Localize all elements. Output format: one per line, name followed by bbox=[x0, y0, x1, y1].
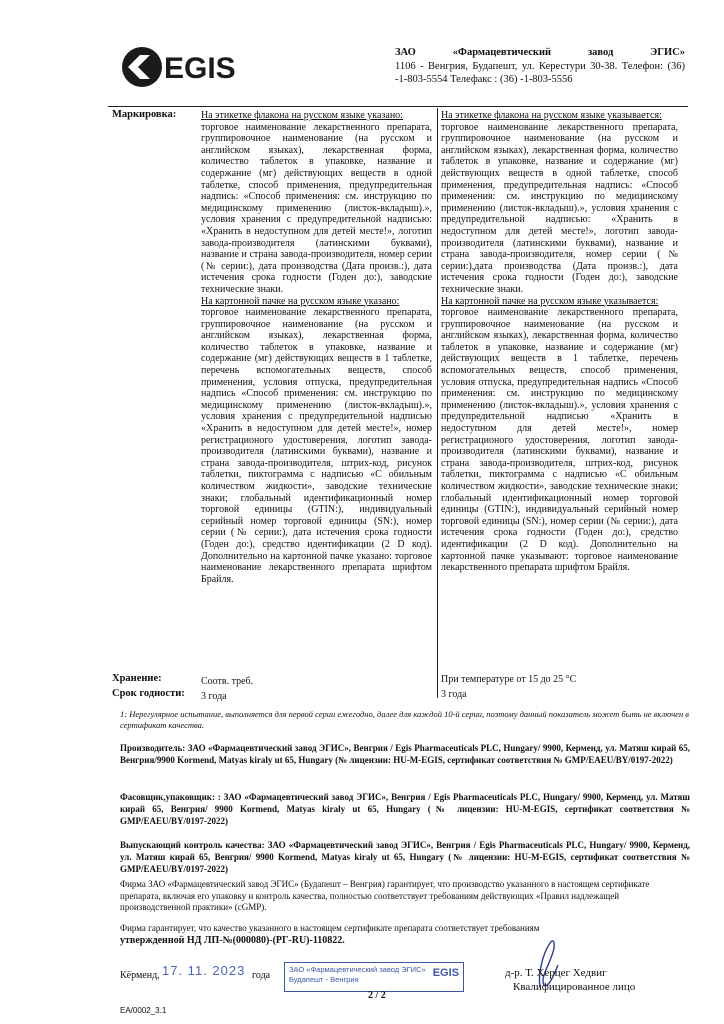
quality-control-block: Выпускающий контроль качества: ЗАО «Фармацевтический завод ЭГИС», Венгрия / Egis Pharmaceuticals PLC, Hungary/ 9900, Кермeнд, ул. Матяш кирай 65, Венгрия/ 9900 Kormend, Matyas kiraly ut 65, Hungary (№ лицензии: HU-M-EGIS, сертификат соответствия № GMP/EAEU/BY/0197-2022) bbox=[120, 840, 690, 874]
signatory-role: Квалифицированное лицо bbox=[513, 981, 636, 993]
manufacturer-block: Производитель: ЗАО «Фармацевтический завод ЭГИС», Венгрия / Egis Pharmaceuticals PLC, Hungary/ 9900, Кермeнд, ул. Матяш кирай 65, Венгрия/9900 Kormend, Matyas kiraly ut 65, Hungary (№ лицензии: HU-M-EGIS, сертификат соответствия № GMP/EAEU/BY/0197-2022) bbox=[120, 743, 690, 765]
stamp-line-1: ЗАО «Фармацевтический завод ЭГИС» bbox=[289, 965, 426, 974]
header-rule bbox=[108, 106, 688, 107]
egis-logo bbox=[120, 44, 270, 90]
quality-guarantee-nd: утвержденной НД ЛП-№(000080)-(РГ-RU)-110822. bbox=[120, 934, 345, 946]
shelf-life-left: 3 года bbox=[201, 691, 227, 702]
egis-logo-text: EGIS bbox=[164, 52, 236, 85]
date-stamp: 17. 11. 2023 bbox=[162, 963, 246, 978]
signatory bbox=[505, 966, 635, 994]
company-address: 1106 - Венгрия, Будапешт, ул. Керестури 30-38. Телефон: (36) -1-803-5554 Телефакс : (36) -1-803-5556 bbox=[395, 60, 685, 85]
signature-city: Кёрменд, bbox=[120, 970, 160, 981]
signatory-name: д-р. Т. Херцег Хедвиг bbox=[505, 967, 607, 979]
footnote-text: Нерегулярное испытание, выполняется для первой серии ежегодно, далее для каждой 10-й серии, поэтому данный показатель может быть не включен в сертификат качества. bbox=[120, 709, 689, 730]
right-box-text: торговое наименование лекарственного препарата, группировочное наименование (на русском и английском языках), лекарственная форма, количество таблеток в упаковке, название и содержание (мг) действующих веществ в 1 таблетке, перечень вспомогательных веществ, способ применения, условия отпуска, предупредительная надпись «Способ применения: см. инструкцию по медицинскому применению (листок-вкладыш).», условия хранения с предупредительной надписью «Хранить в недоступном для детей месте!», номер регистрационого удостоверения, логотип завода-производителя (латинскими буквами), название и страна завода-производителя, штрих-код, рисунок таблетки, пиктограмма с надписью «С обильным количеством жидкости», заводские технические знаки; глобальный идентификационный номер торговой единицы (GTIN:), индивидуальный серийный номер торговой единицы (SN:), номер серии (№ серии:), дата истечения срока годности (Годен до:), средство идентификации (2 D код). Дополнительно на картонной пачке указывают: торговое наименование лекарственного препарата шрифтом Брайля. bbox=[441, 307, 678, 574]
marking-left-column bbox=[201, 110, 432, 585]
company-stamp bbox=[284, 962, 464, 992]
right-box-title: На картонной пачке на русском языке указывается: bbox=[441, 295, 659, 307]
packer-block: Фасовщик,упаковщик: : ЗАО «Фармацевтический завод ЭГИС», Венгрия / Egis Pharmaceuticals PLC, Hungary/ 9900, Кермeнд, ул. Матяш кирай 65, Венгрия/ 9900 Kormend, Matyas kiraly ut 65, Hungary (№ лицензии: HU-M-EGIS, сертификат соответствия № GMP/EAEU/BY/0197-2022) bbox=[120, 792, 690, 826]
company-name-word: завод bbox=[587, 47, 614, 58]
left-bottle-title: На этикетке флакона на русском языке указано: bbox=[201, 110, 403, 121]
footnote-mark: 1: bbox=[120, 709, 128, 719]
storage-label: Хранение: bbox=[112, 673, 162, 684]
company-name-word: ЗАО bbox=[395, 47, 416, 58]
egis-logo-mark bbox=[122, 47, 162, 87]
left-box-text: торговое наименование лекарственного препарата, группировочное наименование (на русском и английском языках), лекарственная форма, количество таблеток в упаковке, название и содержание (мг) действующих веществ в 1 таблетке, перечень вспомогательных веществ, способ применения, условия отпуска, предупредительная надпись «Способ применения: см. инструкцию по медицинскому применению (листок-вкладыш).», условия хранения с предупредительной надписью «Хранить в недоступном для детей месте!», номер регистрационого удостоверения, логотип завода-производителя (латинскими буквами), название и страна завода-производителя, штрих-код, рисунок таблетки, пиктограмма с надписью «С обильным количеством жидкости», заводские технические знаки; глобальный идентификационный номер торговой единицы (GTIN:), индивидуальный серийный номер торговой единицы (SN:), номер серии (№ серии:), дата истечения срока годности (Годен до:), средство идентификации (2 D код). Дополнительно на картонной пачке указано: торговое наименование лекарственного препарата шрифтом Брайля. bbox=[201, 307, 432, 585]
shelf-life-right: 3 года bbox=[441, 689, 467, 700]
company-name-word: «Фармацевтический bbox=[452, 47, 552, 58]
company-name-word: ЭГИС» bbox=[650, 47, 685, 58]
storage-right: При температуре от 15 до 25 °C bbox=[441, 674, 577, 685]
stamp-line-2: Будапешт - Венгрия bbox=[289, 975, 359, 984]
column-divider bbox=[437, 108, 438, 698]
company-header bbox=[395, 46, 685, 87]
right-bottle-text: торговое наименование лекарственного препарата, группировочное наименование (на русском и английском языках), лекарственная форма, количество таблеток в упаковке, название и содержание (мг) действующих веществ в одной таблетке, способ применения, предупредительная надпись: «Способ применения: см. инструкцию по медицинскому применению (листок-вкладыш).», условия хранения с предупредительной надписью: «Хранить в недоступном для детей месте!», логотип завода-производителя (латинскими буквами), название и страна завода-производителя, номер серии (№ серии:),дата производства (Дата произв.:), дата истечения срока годности (Годен до:), заводские технические знаки. bbox=[441, 121, 678, 295]
year-word: года bbox=[252, 970, 271, 981]
company-name bbox=[395, 46, 685, 60]
right-bottle-title: На этикетке флакона на русском языке указывается: bbox=[441, 110, 662, 121]
left-bottle-text: торговое наименование лекарственного препарата, группировочное наименование (на русском и английском языках), лекарственная форма, количество таблеток в упаковке, название и содержание (мг) действующих веществ в одной таблетке, способ применения, предупредительная надпись: «Способ применения: см. инструкцию по медицинскому применению (листок-вкладыш).», условия хранения с предупредительной надписью: «Хранить в недоступном для детей месте!», логотип завода-производителя (латинскими буквами), название и страна завода-производителя, номер серии (№ серии:), дата производства (Дата произв.:), дата истечения срока годности (Годен до:), заводские технические знаки. bbox=[201, 121, 432, 295]
shelf-life-label: Срок годности: bbox=[112, 688, 185, 699]
gmp-guarantee: Фирма ЗАО «Фармацевтический завод ЭГИС» (Будапешт – Венгрия) гарантирует, что производство указанного в настоящем сертификате препарата, включая его упаковку и контроль качества, полностью соответствует требованиям действующих «Правил надлежащей производственной практики» (cGMP). bbox=[120, 879, 650, 912]
stamp-logo: EGIS bbox=[432, 967, 459, 979]
footnote bbox=[120, 709, 690, 731]
page-number: 2 / 2 bbox=[368, 990, 386, 1001]
storage-left: Соотв. треб. bbox=[201, 676, 254, 687]
quality-guarantee-text: Фирма гарантирует, что качество указанного в настоящем сертификате препарата соответствует требованиям bbox=[120, 923, 540, 933]
marking-label: Маркировка: bbox=[112, 109, 177, 120]
left-box-title: На картонной пачке на русском языке указано: bbox=[201, 295, 400, 307]
marking-right-column bbox=[441, 110, 678, 574]
document-code: EA/0002_3.1 bbox=[120, 1006, 167, 1015]
